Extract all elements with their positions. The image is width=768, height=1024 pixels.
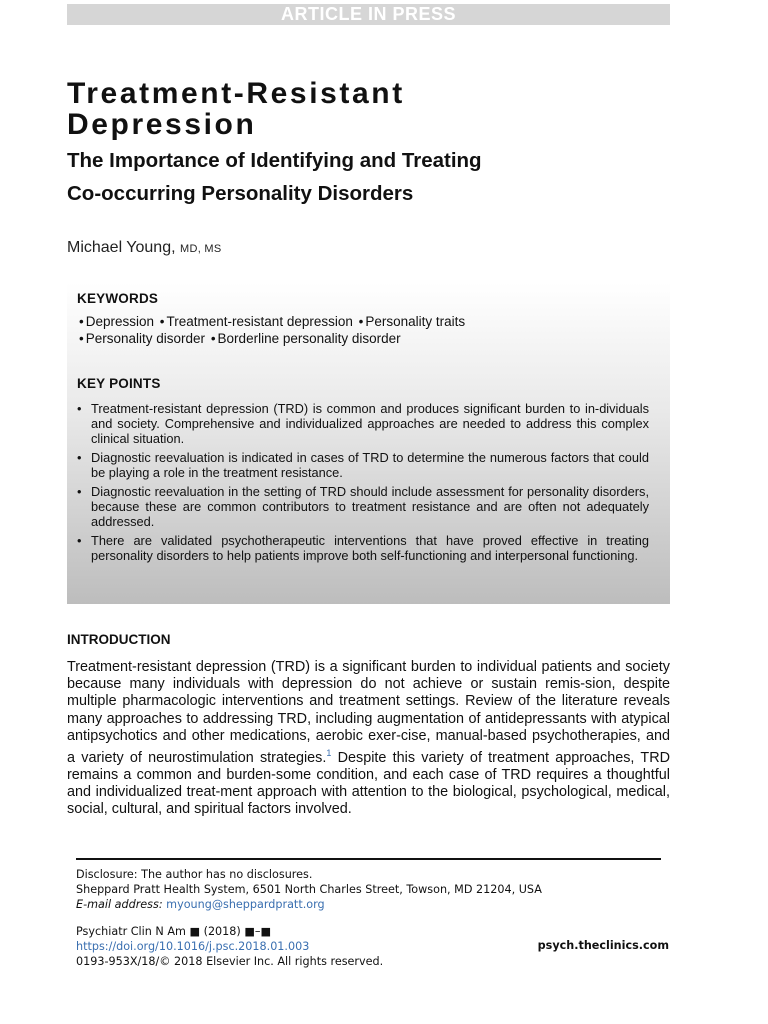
author-degrees: MD, MS [179,243,222,255]
key-point: • Diagnostic reevaluation in the setting of TRD should include assessment for personality disorders, because these are common contributors to treatment resistance and are often not adequately addressed. [77,484,649,529]
article-title [67,78,687,140]
key-point: • There are validated psychotherapeutic interventions that have proved effective in treating personality disorders to help patients improve both self-functioning and interpersonal functioning. [77,533,649,563]
keywords-keypoints-box [67,283,670,604]
key-points-heading: KEY POINTS [77,376,161,391]
doi-link[interactable]: https://doi.org/10.1016/j.psc.2018.01.003 [76,940,310,953]
keyword: Personality disorder [85,331,206,346]
journal-citation: Psychiatr Clin N Am ■ (2018) ■–■ [76,925,272,938]
keywords-line-2: • Personality disorder • Borderline personality disorder [79,331,401,346]
introduction-heading: INTRODUCTION [67,632,171,647]
keyword: Depression [85,314,155,329]
footnote-block [76,867,676,912]
keywords-heading: KEYWORDS [77,291,159,306]
subtitle-line-2: Co-occurring Personality Disorders [67,182,414,205]
email-line [76,897,676,912]
author-name: Michael Young, [67,239,176,256]
key-point: • Treatment-resistant depression (TRD) is common and produces significant burden to in-dividuals and society. Comprehensive and individualized approaches are needed to address this complex clinical situation. [77,401,649,446]
keyword: Borderline personality disorder [217,331,401,346]
author-line [67,239,222,257]
journal-site-link[interactable]: psych.theclinics.com [537,939,669,952]
article-subtitle [67,144,687,210]
copyright-text: 0193-953X/18/© 2018 Elsevier Inc. All rights reserved. [76,955,384,968]
subtitle-line-1: The Importance of Identifying and Treating [67,149,482,172]
keyword: Personality traits [365,314,466,329]
footnote-divider [76,858,661,860]
article-in-press-banner: ARTICLE IN PRESS [67,4,670,25]
title-line-1: Treatment-Resistant [67,77,405,110]
keyword: Treatment-resistant depression [166,314,353,329]
email-link[interactable]: myoung@sheppardpratt.org [166,898,325,911]
reference-link[interactable]: 1 [326,748,332,759]
keywords-line-1: • Depression • Treatment-resistant depression • Personality traits [79,314,466,329]
key-points-list [77,401,649,567]
introduction-paragraph: Treatment-resistant depression (TRD) is a significant burden to individual patients and society because many individuals with depression do not achieve or sustain remis-sion, despite multiple pharmacologic interventions and treatment settings. Review of the literature reveals many approaches to addressing TRD, including augmentation of antidepressants with atypical antipsychotics and other medications, aerobic exer-cise, manual-based psychotherapies, and a variety of neurostimulation strategies.$^1$ Despite this variety of treatment approaches, TRD remains a common and burden-some condition, and each case of TRD requires a thoughtful and individualized treat-ment approach with attention to the biological, psychological, medical, social, cultural, and spiritual factors involved. [67,659,670,818]
keywords-list [77,313,465,347]
email-label: E-mail address: [76,898,163,911]
key-point: • Diagnostic reevaluation is indicated in cases of TRD to determine the numerous factors that could be playing a role in the treatment resistance. [77,450,649,480]
title-line-2: Depression [67,108,257,141]
affiliation-text: Sheppard Pratt Health System, 6501 North Charles Street, Towson, MD 21204, USA [76,883,542,896]
disclosure-text: Disclosure: The author has no disclosures. [76,868,313,881]
